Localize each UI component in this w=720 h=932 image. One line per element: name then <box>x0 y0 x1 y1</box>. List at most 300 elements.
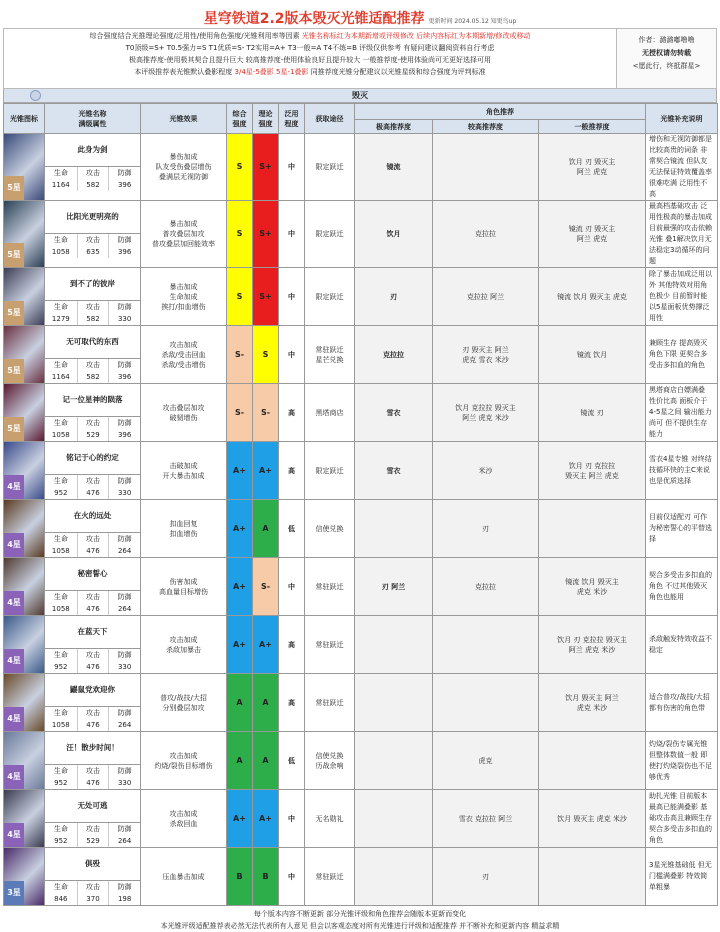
info-panel <box>3 28 717 89</box>
stat-atk: 529 <box>77 429 109 441</box>
copyright-note: 无授权请勿转载 <box>642 49 691 57</box>
overall-grade: A+ <box>227 500 253 558</box>
note-cell: 除了暴击加成泛用以外 其他特效对用角色极少 目前暂时能以5星面板优势撑泛用性 <box>646 268 718 326</box>
general-rating: 中 <box>279 326 305 384</box>
star-badge: 5星 <box>4 243 24 267</box>
good-roles: 饮月 克拉拉 毁灭主 阿兰 虎克 米沙 <box>433 384 539 442</box>
stat-table <box>45 764 140 789</box>
good-roles <box>433 616 539 674</box>
lightcone-name: 无处可逃 <box>77 801 108 810</box>
star-badge: 4星 <box>4 649 24 673</box>
general-rating: 中 <box>279 558 305 616</box>
stat-label-atk: 攻击 <box>77 475 109 487</box>
stat-table <box>45 416 140 441</box>
source-cell: 限定跃迁 <box>305 268 355 326</box>
stat-atk: 476 <box>77 545 109 557</box>
theory-grade: S+ <box>253 134 279 201</box>
legend-text <box>4 29 616 88</box>
best-roles <box>355 848 433 906</box>
theory-grade: B <box>253 848 279 906</box>
note-cell: 目前仅适配刃 可作为秘密誓心的平替选择 <box>646 500 718 558</box>
stat-label-def: 防御 <box>108 417 140 429</box>
good-roles: 克拉拉 阿兰 <box>433 268 539 326</box>
stat-atk: 582 <box>77 313 109 325</box>
overall-grade: A <box>227 732 253 790</box>
theory-grade: S+ <box>253 201 279 268</box>
section-header <box>3 89 717 103</box>
legend-tail: 同推荐度光锥分配建议以光锥星级和综合强度为评判标准 <box>310 68 486 76</box>
stat-hp: 952 <box>54 779 68 787</box>
stat-label-hp: 生命 <box>53 361 68 369</box>
stat-atk: 476 <box>77 603 109 615</box>
star-badge: 4星 <box>4 765 24 789</box>
star-badge: 4星 <box>4 823 24 847</box>
general-rating: 中 <box>279 268 305 326</box>
normal-roles: 饮月 毁灭主 虎克 米沙 <box>539 790 646 848</box>
good-roles: 克拉拉 <box>433 201 539 268</box>
source-cell: 常驻跃迁 <box>305 674 355 732</box>
lightcone-image <box>4 616 45 674</box>
normal-roles: 镜流 刃 <box>539 384 646 442</box>
good-roles: 虎克 <box>433 732 539 790</box>
lightcone-image <box>4 442 45 500</box>
stat-hp: 952 <box>54 663 68 671</box>
stat-hp: 1164 <box>51 181 70 189</box>
legend-line-3: 极高推荐度-使用极其契合且提升巨大 较高推荐度-使用体验良好且提升较大 一般推荐度-使用体验尚可无更好选择可用 <box>128 56 492 64</box>
star-badge: 4星 <box>4 475 24 499</box>
table-row <box>4 558 718 616</box>
source-cell: 信使兑换 历战余响 <box>305 732 355 790</box>
stat-hp: 1058 <box>51 605 70 613</box>
col-source: 获取途径 <box>305 104 355 134</box>
effect-cell: 普攻/战技/大招 分别叠层加攻 <box>141 674 227 732</box>
lightcone-name-cell <box>45 732 141 790</box>
stat-label-def: 防御 <box>108 707 140 719</box>
section-title: 毁灭 <box>352 91 368 100</box>
effect-cell: 伤害加成 高血量目标增伤 <box>141 558 227 616</box>
note-cell: 兼顾生存 提高毁灭角色下限 更契合多受击多扣血的角色 <box>646 326 718 384</box>
stat-label-hp: 生命 <box>53 535 68 543</box>
lightcone-image <box>4 558 45 616</box>
source-cell: 限定跃迁 <box>305 201 355 268</box>
stat-label-atk: 攻击 <box>77 591 109 603</box>
author-label: 作者： <box>638 36 660 44</box>
good-roles: 雪衣 克拉拉 阿兰 <box>433 790 539 848</box>
star-badge: 5星 <box>4 417 24 441</box>
stat-def: 396 <box>108 371 140 383</box>
overall-grade: S- <box>227 384 253 442</box>
table-row <box>4 616 718 674</box>
theory-grade: S- <box>253 384 279 442</box>
stat-hp: 1279 <box>51 315 70 323</box>
lightcone-name-cell <box>45 790 141 848</box>
stat-table <box>45 822 140 847</box>
stat-label-hp: 生命 <box>53 477 68 485</box>
stat-label-hp: 生命 <box>53 593 68 601</box>
lightcone-name: 秘密誓心 <box>77 569 108 578</box>
legend-line-1: 综合强度结合光推理论强度/泛用性/使用角色强度/光锥利用率等因素 <box>89 32 300 40</box>
general-rating: 低 <box>279 732 305 790</box>
general-rating: 高 <box>279 384 305 442</box>
stat-def: 330 <box>108 313 140 325</box>
stat-label-hp: 生命 <box>53 419 68 427</box>
stat-label-hp: 生命 <box>53 767 68 775</box>
table-row <box>4 134 718 201</box>
lightcone-name: 比阳光更明亮的 <box>66 212 119 221</box>
stat-label-atk: 攻击 <box>77 765 109 777</box>
effect-cell: 暴伤加成 队友受伤叠层增伤 叠满层无视防御 <box>141 134 227 201</box>
lightcone-name-cell <box>45 500 141 558</box>
theory-grade: A+ <box>253 790 279 848</box>
lightcone-name: 俱殁 <box>85 859 100 868</box>
lightcone-table <box>3 103 718 906</box>
stat-table <box>45 706 140 731</box>
stat-atk: 476 <box>77 777 109 789</box>
stat-label-atk: 攻击 <box>77 823 109 835</box>
stat-table <box>45 233 140 258</box>
note-cell: 杀敌触发特效收益不稳定 <box>646 616 718 674</box>
best-roles: 刃 <box>355 268 433 326</box>
table-row <box>4 326 718 384</box>
stat-label-atk: 攻击 <box>77 234 109 246</box>
lightcone-name-cell <box>45 442 141 500</box>
good-roles <box>433 134 539 201</box>
note-cell: 黑塔商店白嫖满叠 性价比高 面板介于4-5星之间 输出能力尚可 但不提供生存能力 <box>646 384 718 442</box>
stat-atk: 635 <box>77 246 109 258</box>
normal-roles: 镜流 饮月 <box>539 326 646 384</box>
lightcone-name: 汪！散步时间！ <box>66 743 119 752</box>
stat-label-def: 防御 <box>108 167 140 179</box>
stat-label-atk: 攻击 <box>77 359 109 371</box>
stat-label-hp: 生命 <box>53 709 68 717</box>
col-general: 泛用 程度 <box>279 104 305 134</box>
source-cell: 限定跃迁 <box>305 134 355 201</box>
best-roles <box>355 616 433 674</box>
col-icon: 光锥图标 <box>4 104 45 134</box>
legend-line-2: T0顶级=S+ T0.5强力=S T1优质=S- T2实用=A+ T3一般=A T4不练=B 评级仅供参考 有疑问建议翻阅资料自行考虑 <box>125 44 495 52</box>
note-cell: 适合普攻/战技/大招都有伤害的角色带 <box>646 674 718 732</box>
table-row <box>4 201 718 268</box>
stat-table <box>45 166 140 191</box>
table-row <box>4 732 718 790</box>
stat-table <box>45 648 140 673</box>
stat-label-hp: 生命 <box>53 169 68 177</box>
table-row <box>4 848 718 906</box>
legend-red-2: 3/4星-5叠影 5星-1叠影 <box>234 68 309 76</box>
stat-atk: 529 <box>77 835 109 847</box>
stat-table <box>45 358 140 383</box>
effect-cell: 攻击加成 杀敌回血 <box>141 790 227 848</box>
stat-label-def: 防御 <box>108 823 140 835</box>
lightcone-name: 此身为剑 <box>77 145 108 154</box>
effect-cell: 攻击加成 杀敌/受击回血 杀敌/受击增伤 <box>141 326 227 384</box>
table-row <box>4 442 718 500</box>
stat-label-def: 防御 <box>108 475 140 487</box>
col-name: 光锥名称 满级属性 <box>45 104 141 134</box>
destruction-path-icon <box>30 90 41 101</box>
best-roles <box>355 674 433 732</box>
author-motto: <愿此行，终抵群星> <box>632 62 701 70</box>
good-roles: 克拉拉 <box>433 558 539 616</box>
source-cell: 常驻跃迁 <box>305 848 355 906</box>
overall-grade: A <box>227 674 253 732</box>
lightcone-name: 在火的远处 <box>73 511 112 520</box>
general-rating: 高 <box>279 442 305 500</box>
lightcone-name: 记一位星神的陨落 <box>62 395 123 404</box>
theory-grade: A+ <box>253 442 279 500</box>
effect-cell: 暴击加成 普攻叠层加攻 普攻叠层加回能效率 <box>141 201 227 268</box>
note-cell: 增伤和无视防御都是比较高贵的词条 非常契合镜流 但队友无法保证特效覆盖率 很难吃满 泛用性不高 <box>646 134 718 201</box>
legend-line-4: 本评级推荐表光锥默认叠影程度 <box>134 68 233 76</box>
overall-grade: S <box>227 201 253 268</box>
effect-cell: 攻击加成 灼烧/裂伤目标增伤 <box>141 732 227 790</box>
normal-roles: 饮月 刃 克拉拉 毁灭主 阿兰 虎克 <box>539 442 646 500</box>
stat-label-def: 防御 <box>108 301 140 313</box>
stat-label-def: 防御 <box>108 881 140 893</box>
lightcone-name: 铭记于心的约定 <box>66 453 119 462</box>
good-roles <box>433 674 539 732</box>
stat-atk: 582 <box>77 371 109 383</box>
good-roles: 刃 <box>433 500 539 558</box>
lightcone-name-cell <box>45 558 141 616</box>
lightcone-name: 到不了的彼岸 <box>70 279 115 288</box>
lightcone-image <box>4 268 45 326</box>
stat-def: 264 <box>108 835 140 847</box>
stat-hp: 846 <box>54 895 68 903</box>
stat-label-hp: 生命 <box>53 825 68 833</box>
col-theory: 理论 强度 <box>253 104 279 134</box>
best-roles: 克拉拉 <box>355 326 433 384</box>
general-rating: 低 <box>279 500 305 558</box>
stat-label-atk: 攻击 <box>77 167 109 179</box>
update-time: 更新时间 2024.05.12 知更鸟up <box>428 18 517 25</box>
best-roles <box>355 790 433 848</box>
overall-grade: S <box>227 268 253 326</box>
lightcone-name-cell <box>45 268 141 326</box>
overall-grade: S <box>227 134 253 201</box>
stat-def: 330 <box>108 487 140 499</box>
theory-grade: A+ <box>253 616 279 674</box>
overall-grade: A+ <box>227 616 253 674</box>
theory-grade: S <box>253 326 279 384</box>
stat-label-def: 防御 <box>108 533 140 545</box>
lightcone-name: 鼹鼠党欢迎你 <box>70 685 115 694</box>
stat-hp: 1058 <box>51 721 70 729</box>
col-effect: 光锥效果 <box>141 104 227 134</box>
theory-grade: S- <box>253 558 279 616</box>
footer <box>3 906 717 932</box>
lightcone-image <box>4 790 45 848</box>
stat-hp: 1058 <box>51 248 70 256</box>
stat-def: 264 <box>108 719 140 731</box>
note-cell: 雪衣4星专锥 对终结技循环快的主C来说也是优质选择 <box>646 442 718 500</box>
stat-label-hp: 生命 <box>53 651 68 659</box>
lightcone-name: 在蓝天下 <box>77 627 108 636</box>
stat-table <box>45 532 140 557</box>
star-badge: 4星 <box>4 533 24 557</box>
theory-grade: A <box>253 500 279 558</box>
theory-grade: A <box>253 732 279 790</box>
star-badge: 3星 <box>4 881 24 905</box>
general-rating: 中 <box>279 201 305 268</box>
author-name: 潞潞嘟噜噜 <box>659 36 695 44</box>
best-roles: 刃 阿兰 <box>355 558 433 616</box>
star-badge: 5星 <box>4 359 24 383</box>
stat-atk: 370 <box>77 893 109 905</box>
lightcone-image <box>4 134 45 201</box>
note-cell: 助扎光锥 目前版本最高已能满叠影 基础攻击高且兼顾生存 契合多受击多扣血的角色 <box>646 790 718 848</box>
source-cell: 限定跃迁 <box>305 442 355 500</box>
table-row <box>4 790 718 848</box>
table-row <box>4 500 718 558</box>
overall-grade: A+ <box>227 790 253 848</box>
overall-grade: B <box>227 848 253 906</box>
stat-atk: 476 <box>77 719 109 731</box>
table-row <box>4 268 718 326</box>
overall-grade: S- <box>227 326 253 384</box>
table-body <box>4 134 718 906</box>
best-roles <box>355 732 433 790</box>
legend-red-1: 光锥名称标红为本期新增或评级修改 后续内容标红为本期新增/修改或移动 <box>301 32 531 40</box>
stat-label-atk: 攻击 <box>77 649 109 661</box>
best-roles: 镜流 <box>355 134 433 201</box>
general-rating: 高 <box>279 674 305 732</box>
normal-roles: 饮月 毁灭主 阿兰 虎克 米沙 <box>539 674 646 732</box>
lightcone-image <box>4 848 45 906</box>
note-cell: 3星光锥基础低 但无门槛满叠影 特效简单粗暴 <box>646 848 718 906</box>
source-cell: 常驻跃迁 <box>305 616 355 674</box>
stat-label-atk: 攻击 <box>77 707 109 719</box>
stat-label-hp: 生命 <box>53 883 68 891</box>
footer-line-2: 本光锥评级适配推荐表必然无法代表所有人意见 但会以客观态度对所有光锥进行评级和适配推荐 并不断补充和更新内容 精益求精 <box>160 922 560 930</box>
stat-table <box>45 880 140 905</box>
footer-line-1: 每个版本内容不断更新 部分光锥评级和角色推荐会随版本更新而变化 <box>253 910 467 918</box>
stat-def: 264 <box>108 603 140 615</box>
stat-table <box>45 300 140 325</box>
stat-table <box>45 474 140 499</box>
effect-cell: 攻击加成 杀敌加暴击 <box>141 616 227 674</box>
normal-roles: 饮月 刃 克拉拉 毁灭主 阿兰 虎克 米沙 <box>539 616 646 674</box>
star-badge: 5星 <box>4 301 24 325</box>
source-cell: 信使兑换 <box>305 500 355 558</box>
stat-label-atk: 攻击 <box>77 301 109 313</box>
normal-roles: 镜流 饮月 毁灭主 虎克 <box>539 268 646 326</box>
stat-hp: 952 <box>54 489 68 497</box>
stat-def: 198 <box>108 893 140 905</box>
effect-cell: 扣血回复 扣血增伤 <box>141 500 227 558</box>
stat-label-hp: 生命 <box>53 303 68 311</box>
stat-atk: 476 <box>77 487 109 499</box>
stat-label-atk: 攻击 <box>77 417 109 429</box>
lightcone-image <box>4 201 45 268</box>
best-roles: 雪衣 <box>355 442 433 500</box>
stat-label-atk: 攻击 <box>77 881 109 893</box>
good-roles: 刃 毁灭主 阿兰 虎克 雪衣 米沙 <box>433 326 539 384</box>
page-title: 星穹铁道2.2版本毁灭光锥适配推荐 <box>203 11 425 27</box>
star-badge: 4星 <box>4 591 24 615</box>
effect-cell: 暴击加成 生命加成 挨打/扣血增伤 <box>141 268 227 326</box>
effect-cell: 压血暴击加成 <box>141 848 227 906</box>
best-roles: 饮月 <box>355 201 433 268</box>
overall-grade: A+ <box>227 442 253 500</box>
stat-label-def: 防御 <box>108 649 140 661</box>
lightcone-name: 无可取代的东西 <box>66 337 119 346</box>
normal-roles <box>539 500 646 558</box>
lightcone-name-cell <box>45 848 141 906</box>
note-cell: 灼烧/裂伤专属光锥 但整体数值一般 即使打灼烧裂伤也不足够优秀 <box>646 732 718 790</box>
stat-label-atk: 攻击 <box>77 533 109 545</box>
source-cell: 常驻跃迁 星芒兑换 <box>305 326 355 384</box>
normal-roles: 镜流 刃 毁灭主 阿兰 虎克 <box>539 201 646 268</box>
lightcone-name-cell <box>45 201 141 268</box>
table-row <box>4 384 718 442</box>
lightcone-name-cell <box>45 674 141 732</box>
star-badge: 5星 <box>4 176 24 200</box>
stat-def: 330 <box>108 777 140 789</box>
table-row <box>4 674 718 732</box>
stat-hp: 1164 <box>51 373 70 381</box>
note-cell: 最高档基础攻击 泛用性极高的暴击加成 目前最强的攻击依赖光锥 叠1解决饮月无法稳定3动循环的问题 <box>646 201 718 268</box>
stat-label-hp: 生命 <box>53 236 68 244</box>
general-rating: 中 <box>279 848 305 906</box>
stat-table <box>45 590 140 615</box>
stat-label-def: 防御 <box>108 591 140 603</box>
source-cell: 无名勋礼 <box>305 790 355 848</box>
theory-grade: S+ <box>253 268 279 326</box>
general-rating: 中 <box>279 134 305 201</box>
col-good: 较高推荐度 <box>433 120 539 134</box>
effect-cell: 攻击叠层加攻 破韧增伤 <box>141 384 227 442</box>
lightcone-image <box>4 732 45 790</box>
stat-label-def: 防御 <box>108 359 140 371</box>
normal-roles <box>539 848 646 906</box>
effect-cell: 击破加成 开大暴击加成 <box>141 442 227 500</box>
source-cell: 黑塔商店 <box>305 384 355 442</box>
lightcone-name-cell <box>45 134 141 201</box>
stat-hp: 1058 <box>51 431 70 439</box>
source-cell: 常驻跃迁 <box>305 558 355 616</box>
theory-grade: A <box>253 674 279 732</box>
general-rating: 高 <box>279 616 305 674</box>
col-notes: 光锥补充说明 <box>646 104 718 134</box>
lightcone-image <box>4 500 45 558</box>
best-roles: 雪衣 <box>355 384 433 442</box>
header <box>3 2 717 28</box>
stat-def: 396 <box>108 179 140 191</box>
stat-def: 264 <box>108 545 140 557</box>
stat-atk: 476 <box>77 661 109 673</box>
normal-roles <box>539 732 646 790</box>
good-roles: 刃 <box>433 848 539 906</box>
lightcone-image <box>4 674 45 732</box>
stat-def: 396 <box>108 246 140 258</box>
stat-def: 330 <box>108 661 140 673</box>
note-cell: 契合多受击多扣血的角色 不过其他毁灭角色也能用 <box>646 558 718 616</box>
lightcone-name-cell <box>45 616 141 674</box>
general-rating: 中 <box>279 790 305 848</box>
good-roles: 米沙 <box>433 442 539 500</box>
stat-hp: 952 <box>54 837 68 845</box>
lightcone-name-cell <box>45 326 141 384</box>
best-roles <box>355 500 433 558</box>
lightcone-image <box>4 326 45 384</box>
author-box <box>616 29 716 88</box>
stat-label-def: 防御 <box>108 234 140 246</box>
lightcone-image <box>4 384 45 442</box>
stat-label-def: 防御 <box>108 765 140 777</box>
col-roles: 角色推荐 <box>355 104 646 120</box>
stat-hp: 1058 <box>51 547 70 555</box>
